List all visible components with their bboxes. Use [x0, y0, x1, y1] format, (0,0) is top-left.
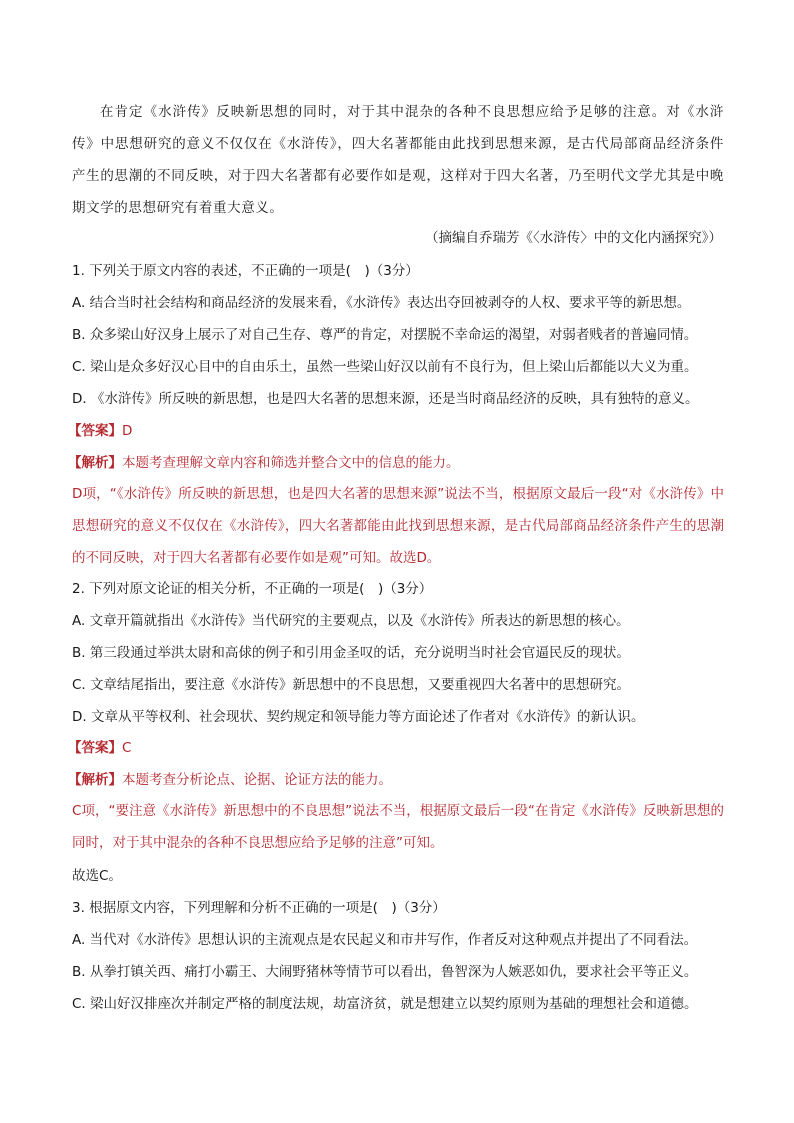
question-2-conclusion: 故选C。	[72, 868, 122, 884]
answer-label: 【答案】	[68, 740, 122, 756]
question-1-option-b: B. 众多梁山好汉身上展示了对自己生存、尊严的肯定，对摆脱不幸命运的渴望，对弱者贱者的普遍同情。	[72, 327, 698, 343]
analysis-label: 【解析】	[68, 455, 122, 471]
analysis-label: 【解析】	[68, 772, 122, 788]
question-3-stem: 3. 根据原文内容，下列理解和分析不正确的一项是( )（3分）	[72, 900, 446, 916]
question-1-option-a: A. 结合当时社会结构和商品经济的发展来看，《水浒传》表达出夺回被剥夺的人权、要求平等的新思想。	[72, 295, 691, 311]
question-3-option-b: B. 从拳打镇关西、痛打小霸王、大闹野猪林等情节可以看出，鲁智深为人嫉恶如仇，要求社会平等正义。	[72, 964, 698, 980]
source-citation: （摘编自乔瑞芳《〈水浒传〉中的文化内涵探究》）	[425, 230, 722, 246]
question-3-option-c: C. 梁山好汉排座次并制定严格的制度法规，劫富济贫，就是想建立以契约原则为基础的理想社会和道德。	[72, 996, 698, 1012]
question-1-option-c: C. 梁山是众多好汉心目中的自由乐土，虽然一些梁山好汉以前有不良行为，但上梁山后都能以大义为重。	[72, 359, 698, 375]
question-1-stem: 1. 下列关于原文内容的表述，不正确的一项是( )（3分）	[72, 263, 419, 279]
question-2-option-b: B. 第三段通过举洪太尉和高俅的例子和引用金圣叹的话，充分说明当时社会官逼民反的现状。	[72, 645, 630, 661]
question-2-option-c: C. 文章结尾指出，要注意《水浒传》新思想中的不良思想，又要重视四大名著中的思想研究。	[72, 677, 631, 693]
question-2-option-a: A. 文章开篇就指出《水浒传》当代研究的主要观点，以及《水浒传》所表达的新思想的核心。	[72, 613, 630, 629]
answer-value: D	[122, 423, 133, 439]
question-2-stem: 2. 下列对原文论证的相关分析，不正确的一项是( )（3分）	[72, 581, 433, 597]
question-3-option-a: A. 当代对《水浒传》思想认识的主流观点是农民起义和市井写作，作者反对这种观点并提出了不同看法。	[72, 932, 698, 948]
question-1-option-d: D. 《水浒传》所反映的新思想，也是四大名著的思想来源，还是当时商品经济的反映，具有独特的意义。	[72, 391, 699, 407]
answer-label: 【答案】	[68, 423, 122, 439]
analysis-text: 本题考查分析论点、论据、论证方法的能力。	[122, 772, 392, 788]
question-1-answer	[68, 420, 728, 442]
question-2-explanation: C项，“要注意《水浒传》新思想中的不良思想”说法不当，根据原文最后一段“在肯定《水浒传》反映新思想的同时，对于其中混杂的各种不良思想应给予足够的注意”可知。	[72, 803, 724, 851]
question-2-analysis	[68, 769, 728, 791]
question-2-answer	[68, 737, 728, 759]
question-2-option-d: D. 文章从平等权利、社会现状、契约规定和领导能力等方面论述了作者对《水浒传》的新认识。	[72, 709, 645, 725]
passage-paragraph: 在肯定《水浒传》反映新思想的同时，对于其中混杂的各种不良思想应给予足够的注意。对《水浒传》中思想研究的意义不仅仅在《水浒传》，四大名著都能由此找到思想来源，是古代局部商品经济条件产生的思潮的不同反映，对于四大名著都有必要作如是观，这样对于四大名著，乃至明代文学尤其是中晚期文学的思想研究有着重大意义。	[72, 104, 724, 216]
analysis-text: 本题考查理解文章内容和筛选并整合文中的信息的能力。	[122, 455, 460, 471]
question-1-analysis	[68, 452, 728, 474]
answer-value: C	[122, 740, 132, 756]
question-1-explanation: D项，“《水浒传》所反映的新思想，也是四大名著的思想来源”说法不当，根据原文最后一段“对《水浒传》中思想研究的意义不仅仅在《水浒传》，四大名著都能由此找到思想来源，是古代局部商品经济条件产生的思潮的不同反映，对于四大名著都有必要作如是观”可知。故选D。	[72, 486, 724, 566]
